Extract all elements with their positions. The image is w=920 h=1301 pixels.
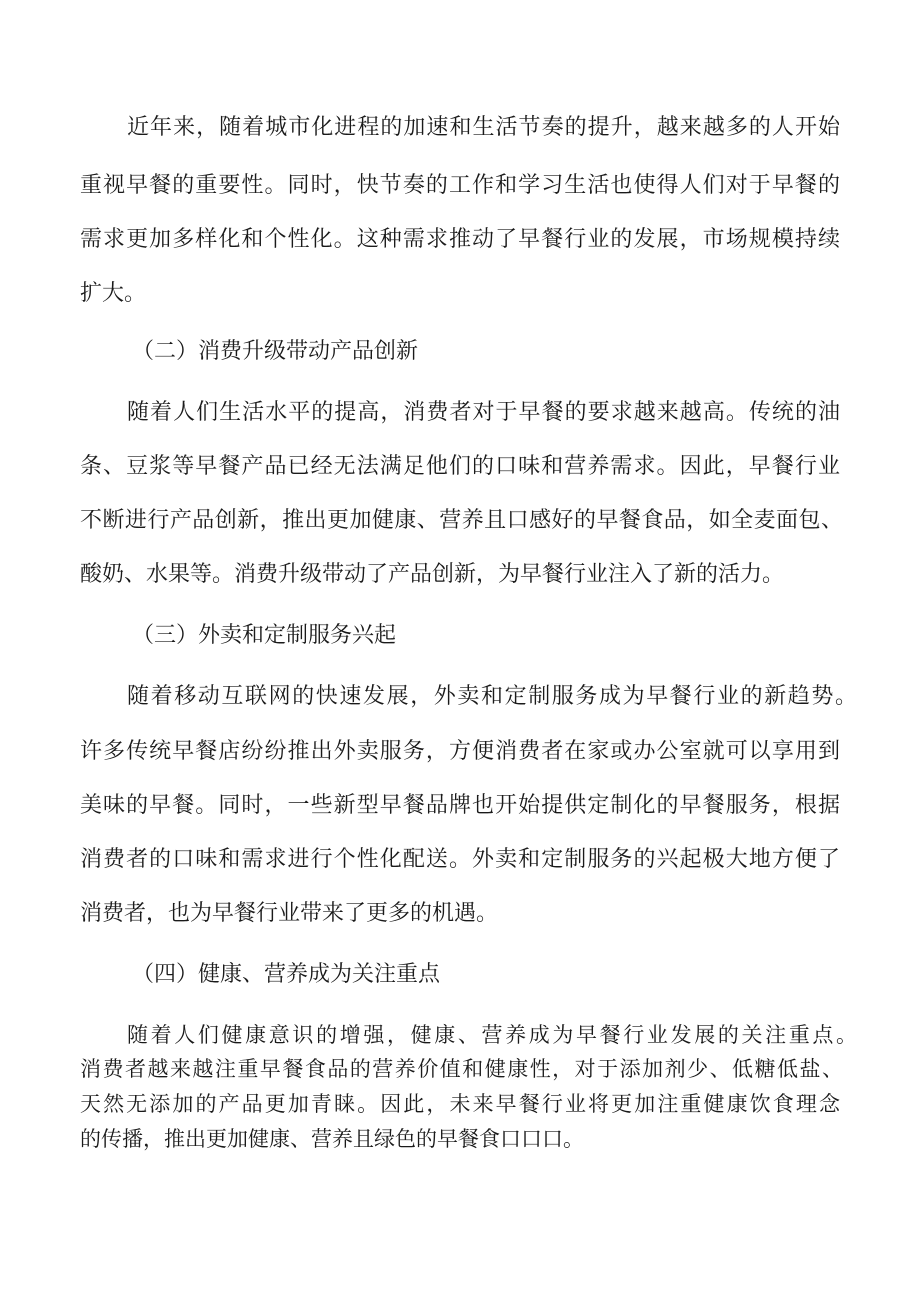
section-heading-delivery-custom: （三）外卖和定制服务兴起	[132, 623, 397, 648]
paragraph-line: 需求更加多样化和个性化。这种需求推动了早餐行业的发展，市场规模持续	[80, 227, 840, 252]
paragraph-line: 随着人们生活水平的提高，消费者对于早餐的要求越来越高。传统的油	[127, 400, 840, 425]
paragraph-line: 消费者越来越注重早餐食品的营养价值和健康性，对于添加剂少、低糖低盐、	[80, 1057, 843, 1081]
paragraph-line: 消费者的口味和需求进行个性化配送。外卖和定制服务的兴起极大地方便了	[80, 847, 840, 872]
paragraph-line: 不断进行产品创新，推出更加健康、营养且口感好的早餐食品，如全麦面包、	[80, 508, 843, 533]
paragraph-line: 扩大。	[80, 281, 147, 306]
paragraph-line: 近年来，随着城市化进程的加速和生活节奏的提升，越来越多的人开始	[127, 115, 840, 140]
paragraph-line: 美味的早餐。同时，一些新型早餐品牌也开始提供定制化的早餐服务，根据	[80, 793, 840, 818]
section-heading-consumption-upgrade: （二）消费升级带动产品创新	[132, 339, 419, 364]
paragraph-line: 条、豆浆等早餐产品已经无法满足他们的口味和营养需求。因此，早餐行业	[80, 454, 840, 479]
paragraph-line: 的传播，推出更加健康、营养且绿色的早餐食口口口。	[80, 1127, 584, 1151]
paragraph-line: 随着人们健康意识的增强，健康、营养成为早餐行业发展的关注重点。	[127, 1023, 857, 1047]
paragraph-line: 重视早餐的重要性。同时，快节奏的工作和学习生活也使得人们对于早餐的	[80, 173, 840, 198]
paragraph-line: 天然无添加的产品更加青睐。因此，未来早餐行业将更加注重健康饮食理念	[80, 1092, 840, 1116]
paragraph-line: 酸奶、水果等。消费升级带动了产品创新，为早餐行业注入了新的活力。	[80, 562, 785, 587]
section-heading-health-nutrition: （四）健康、营养成为关注重点	[132, 962, 441, 987]
paragraph-line: 消费者，也为早餐行业带来了更多的机遇。	[80, 901, 499, 926]
paragraph-line: 许多传统早餐店纷纷推出外卖服务，方便消费者在家或办公室就可以享用到	[80, 739, 840, 764]
paragraph-line: 随着移动互联网的快速发展，外卖和定制服务成为早餐行业的新趋势。	[127, 684, 857, 709]
